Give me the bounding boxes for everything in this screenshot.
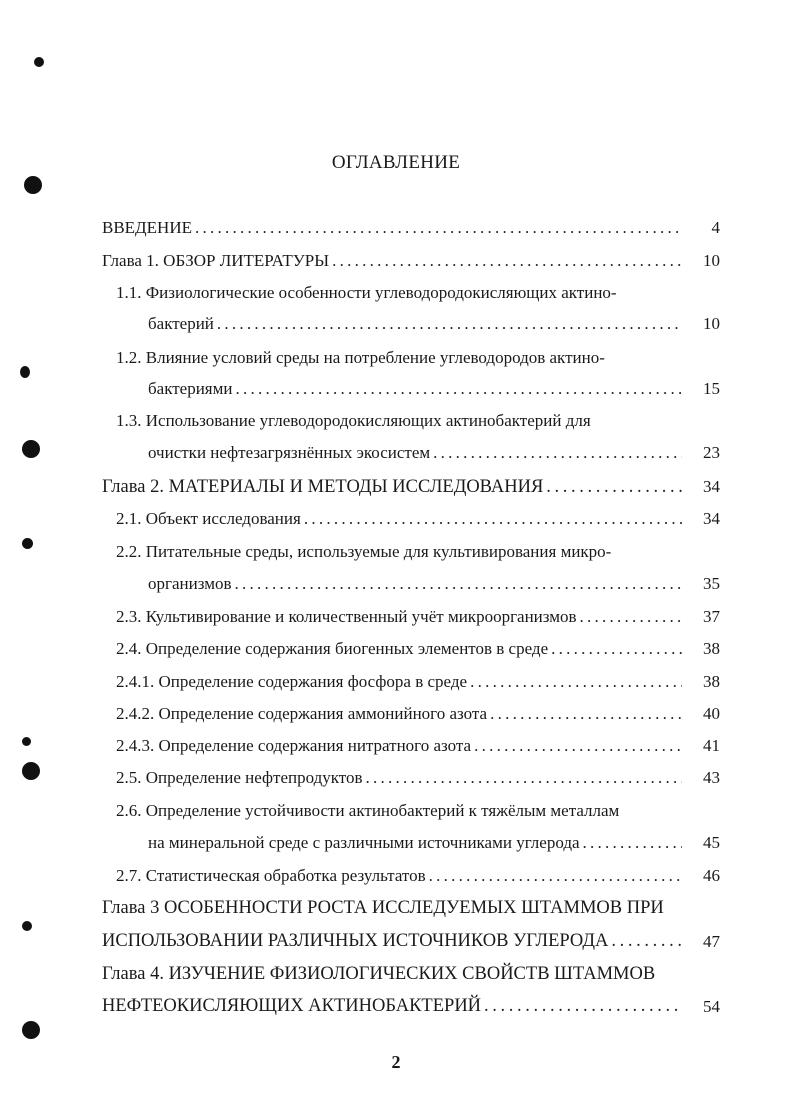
toc-entry	[102, 897, 664, 919]
toc-page-number: 54	[703, 997, 720, 1016]
toc-page-number: 10	[703, 251, 720, 270]
toc-page-number: 23	[703, 443, 720, 462]
toc-page-number: 38	[703, 672, 720, 691]
binder-hole-mark	[22, 538, 33, 549]
toc-entry	[102, 250, 682, 272]
toc-page-number: 15	[703, 379, 720, 398]
toc-entry-text: ИСПОЛЬЗОВАНИИ РАЗЛИЧНЫХ ИСТОЧНИКОВ УГЛЕРОДА	[102, 931, 609, 951]
toc-page-number: 37	[703, 607, 720, 626]
toc-entry	[116, 508, 682, 530]
toc-entry-text: 2.3. Культивирование и количественный учёт микроорганизмов	[116, 607, 577, 626]
binder-hole-mark	[22, 921, 32, 931]
toc-page-number: 4	[711, 218, 720, 237]
toc-entry	[148, 313, 682, 335]
toc-entry	[116, 703, 682, 725]
toc-entry-text: 2.4.3. Определение содержания нитратного азота	[116, 736, 472, 755]
toc-entry	[102, 995, 682, 1017]
toc-entry	[116, 735, 682, 757]
binder-hole-mark	[22, 440, 40, 458]
toc-entry	[102, 930, 682, 952]
toc-entry-text: ВВЕДЕНИЕ	[102, 218, 192, 237]
toc-entry-text: 2.1. Объект исследования	[116, 509, 301, 528]
toc-entry-text: Глава 1. ОБЗОР ЛИТЕРАТУРЫ	[102, 251, 330, 270]
toc-entry	[102, 476, 682, 498]
binder-hole-mark	[20, 366, 30, 378]
toc-entry-text: НЕФТЕОКИСЛЯЮЩИХ АКТИНОБАКТЕРИЙ	[102, 996, 482, 1016]
toc-page-number: 34	[703, 509, 720, 528]
toc-entry	[102, 963, 655, 985]
toc-entry	[148, 832, 682, 854]
toc-page-number: 38	[703, 639, 720, 658]
toc-page-number: 34	[703, 477, 720, 496]
toc-entry-text: 2.5. Определение нефтепродуктов	[116, 768, 363, 787]
toc-page-number: 43	[703, 768, 720, 787]
toc-entry	[116, 282, 617, 304]
page-title: ОГЛАВЛЕНИЕ	[331, 152, 461, 173]
toc-entry	[116, 638, 682, 660]
toc-entry-text: бактериями	[148, 379, 233, 398]
toc-entry	[116, 410, 591, 432]
toc-entry-text: Глава 4. ИЗУЧЕНИЕ ФИЗИОЛОГИЧЕСКИХ СВОЙСТВ ШТАММОВ	[102, 964, 656, 984]
toc-page-number: 10	[703, 314, 720, 333]
toc-entry-text: бактерий	[148, 314, 214, 333]
toc-entry-text: 1.3. Использование углеводородокисляющих актинобактерий для	[116, 411, 591, 430]
toc-entry	[148, 442, 682, 464]
toc-entry-text: 1.1. Физиологические особенности углеводородокисляющих актино-	[116, 283, 617, 302]
toc-page-number: 35	[703, 574, 720, 593]
binder-hole-mark	[22, 1021, 40, 1039]
toc-entry	[116, 767, 682, 789]
toc-page-number: 40	[703, 704, 720, 723]
toc-entry-text: 2.4. Определение содержания биогенных элементов в среде	[116, 639, 549, 658]
toc-entry-text: 2.6. Определение устойчивости актинобактерий к тяжёлым металлам	[116, 801, 620, 820]
toc-entry	[116, 606, 682, 628]
toc-entry-text: на минеральной среде с различными источниками углерода	[148, 833, 580, 852]
toc-entry-text: Глава 2. МАТЕРИАЛЫ И МЕТОДЫ ИССЛЕДОВАНИЯ	[102, 477, 544, 497]
toc-entry	[116, 541, 611, 563]
toc-page-number: 45	[703, 833, 720, 852]
binder-hole-mark	[22, 737, 31, 746]
toc-entry-text: 2.4.2. Определение содержания аммонийного азота	[116, 704, 488, 723]
toc-entry-text: Глава 3 ОСОБЕННОСТИ РОСТА ИССЛЕДУЕМЫХ ШТАММОВ ПРИ	[102, 898, 664, 918]
toc-entry-text: 2.4.1. Определение содержания фосфора в среде	[116, 672, 468, 691]
toc-page-number: 41	[703, 736, 720, 755]
page-number: 2	[391, 1052, 401, 1072]
toc-entry-text: 1.2. Влияние условий среды на потребление углеводородов актино-	[116, 348, 605, 367]
toc-entry	[102, 217, 682, 239]
toc-entry	[148, 378, 682, 400]
toc-entry-text: очистки нефтезагрязнённых экосистем	[148, 443, 431, 462]
toc-entry	[116, 800, 619, 822]
toc-entry	[116, 671, 682, 693]
toc-entry-text: 2.2. Питательные среды, используемые для культивирования микро-	[116, 542, 612, 561]
toc-entry	[116, 347, 605, 369]
binder-hole-mark	[22, 762, 40, 780]
binder-hole-mark	[24, 176, 42, 194]
binder-hole-mark	[34, 57, 44, 67]
toc-entry-text: 2.7. Статистическая обработка результатов	[116, 866, 426, 885]
toc-entry-text: организмов	[148, 574, 232, 593]
toc-entry	[148, 573, 682, 595]
toc-page-number: 46	[703, 866, 720, 885]
toc-page-number: 47	[703, 932, 720, 951]
toc-entry	[116, 865, 682, 887]
